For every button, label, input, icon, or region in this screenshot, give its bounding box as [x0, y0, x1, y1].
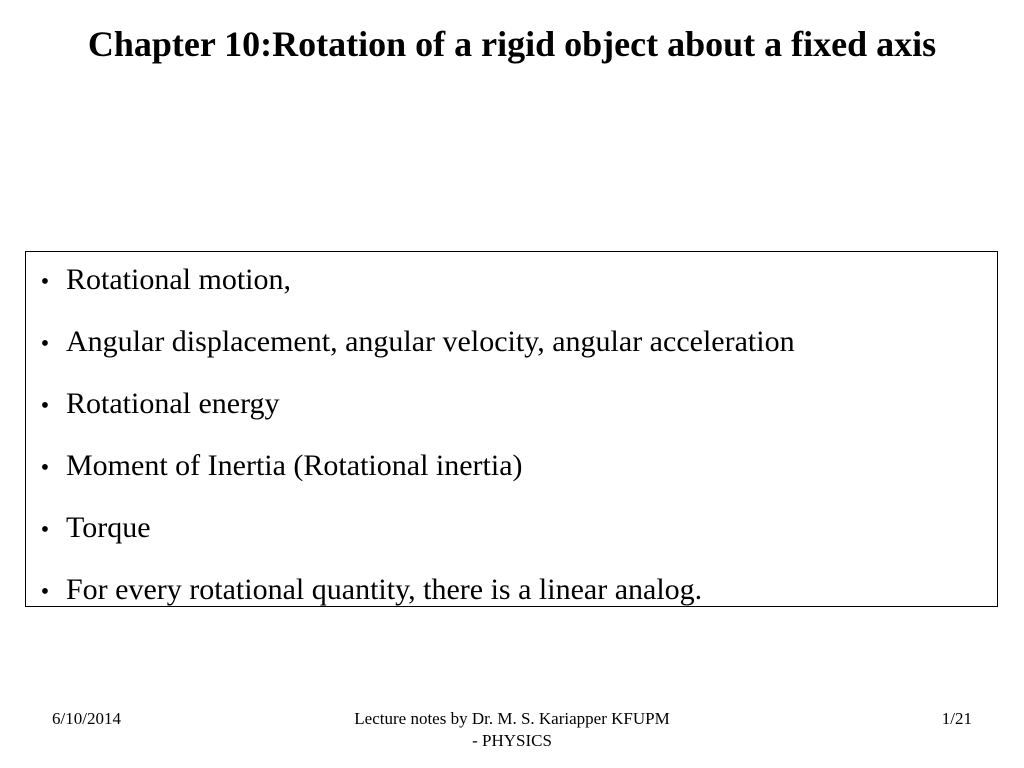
bullet-list	[26, 252, 997, 632]
footer-lecture-line2: - PHYSICS	[472, 731, 552, 750]
bullet-icon: •	[40, 455, 50, 481]
bullet-text: Torque	[66, 511, 151, 544]
bullet-item	[26, 384, 997, 446]
bullet-text: Rotational motion,	[66, 263, 291, 296]
bullet-item	[26, 260, 997, 322]
bullet-text: Angular displacement, angular velocity, angular acceleration	[66, 325, 795, 358]
bullet-icon: •	[40, 331, 50, 357]
footer-lecture-line1: Lecture notes by Dr. M. S. Kariapper KFUPM	[354, 709, 670, 728]
bullet-icon: •	[40, 517, 50, 543]
footer-date: 6/10/2014	[52, 709, 121, 728]
bullet-item	[26, 322, 997, 384]
slide-title: Chapter 10:Rotation of a rigid object about a fixed axis	[87, 24, 937, 64]
bullet-text: For every rotational quantity, there is a linear analog.	[66, 573, 703, 606]
footer-lecture-notes	[312, 708, 712, 752]
bullet-text: Moment of Inertia (Rotational inertia)	[66, 449, 523, 482]
bullet-icon: •	[40, 269, 50, 295]
bullet-text: Rotational energy	[66, 387, 280, 420]
bullet-item	[26, 446, 997, 508]
bullet-icon: •	[40, 579, 50, 605]
bullet-icon: •	[40, 393, 50, 419]
footer-page-number: 1/21	[941, 709, 972, 728]
bullet-item	[26, 570, 997, 632]
bullet-box	[25, 251, 998, 607]
bullet-item	[26, 508, 997, 570]
